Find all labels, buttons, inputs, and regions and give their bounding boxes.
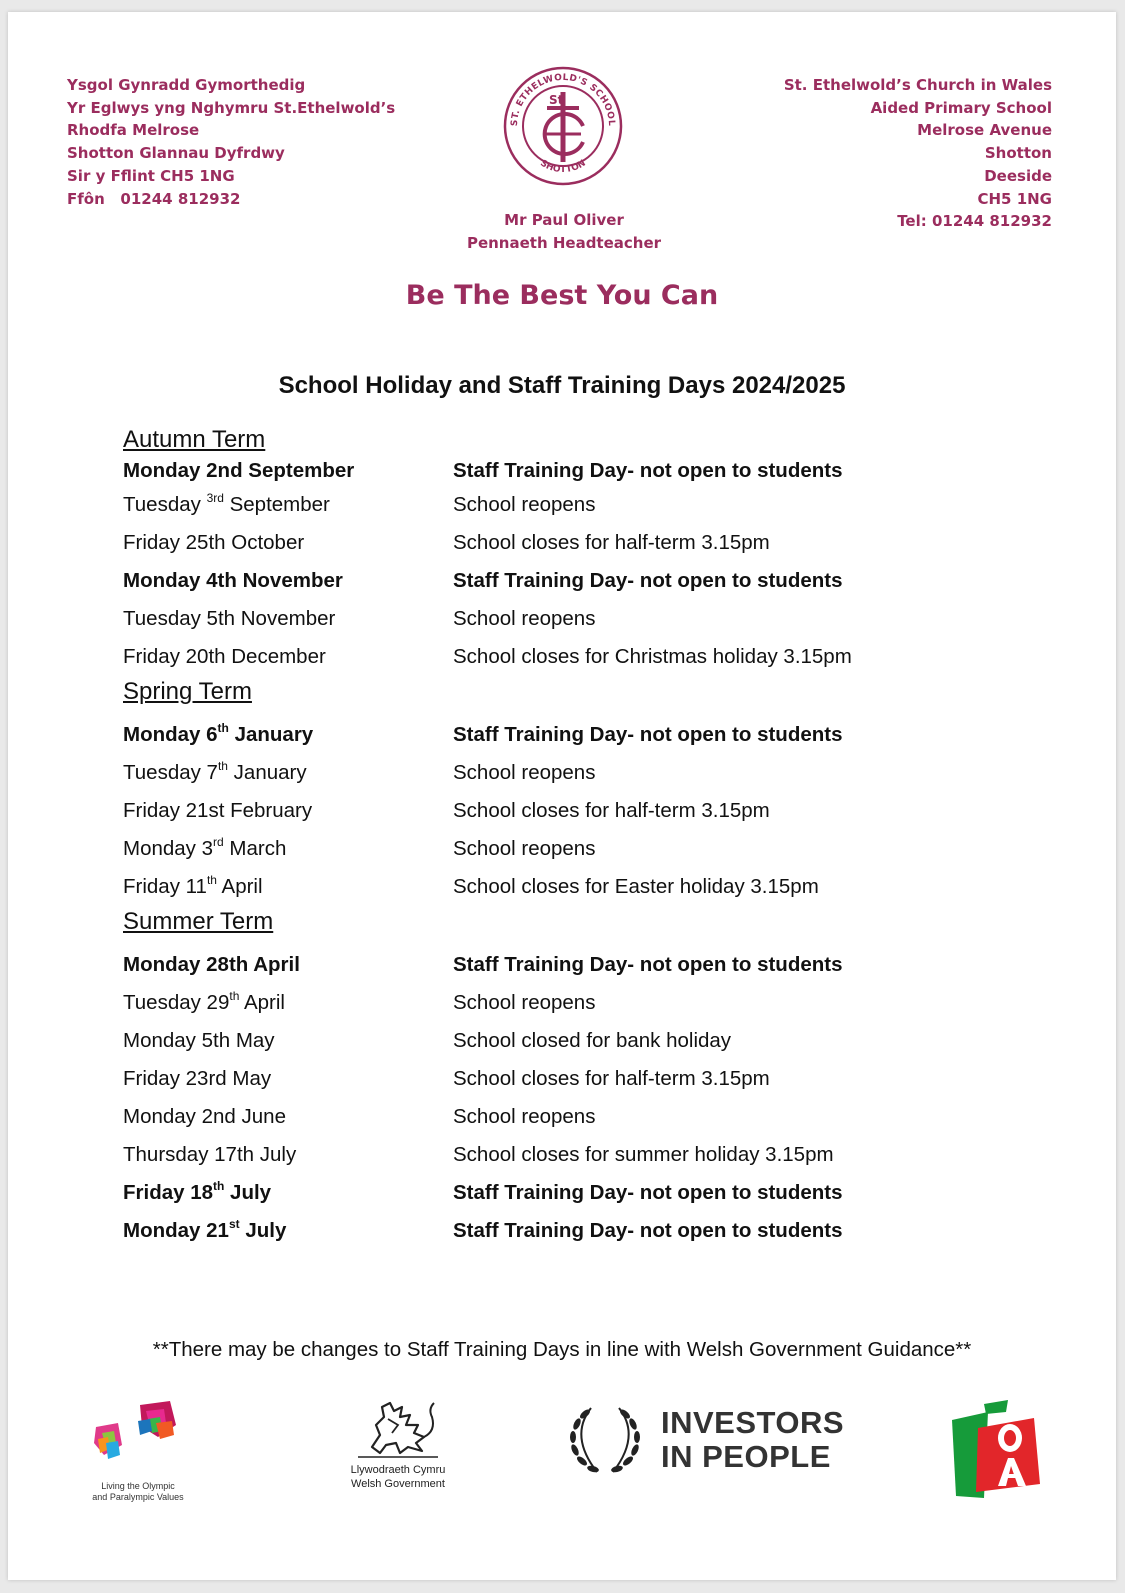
row-event: School closed for bank holiday xyxy=(453,1029,732,1052)
english-address-line: Shotton xyxy=(984,144,1052,163)
row-date: Friday 18th July xyxy=(123,1179,272,1204)
english-address-line: Tel: 01244 812932 xyxy=(897,212,1052,231)
welsh-government-logo xyxy=(328,1395,468,1505)
english-address-line: St. Ethelwold’s Church in Wales xyxy=(783,76,1052,94)
row-event: Staff Training Day- not open to students xyxy=(453,1219,843,1242)
welsh-gov-caption-line: Welsh Government xyxy=(351,1478,445,1490)
schedule-row xyxy=(123,1098,1023,1136)
olympic-values-logo xyxy=(78,1397,198,1507)
row-date: Monday 2nd June xyxy=(123,1105,286,1128)
crest-ring-text: ST. ETHELWOLD'S SCHOOL xyxy=(509,72,617,127)
headteacher-block xyxy=(388,209,740,255)
english-address xyxy=(784,74,1052,233)
olympic-caption-line: Living the Olympic xyxy=(101,1481,175,1491)
row-date: Monday 6th January xyxy=(123,721,314,746)
olympic-caption-line: and Paralympic Values xyxy=(92,1492,184,1502)
row-event: School closes for half-term 3.15pm xyxy=(453,1067,770,1090)
schedule-row xyxy=(123,868,1023,906)
row-event: School reopens xyxy=(453,493,596,516)
schedule-row xyxy=(123,524,1023,562)
quality-award-logo xyxy=(948,1400,1043,1500)
row-event: Staff Training Day- not open to students xyxy=(453,569,843,592)
summer-term-heading: Summer Term xyxy=(123,908,274,935)
row-event: School reopens xyxy=(453,1105,596,1128)
schedule-row xyxy=(123,456,1023,486)
english-address-line: Deeside xyxy=(984,166,1052,185)
welsh-address-line: Sir y Fflint CH5 1NG xyxy=(67,166,235,185)
row-date: Tuesday $^{3rd}$ September xyxy=(123,491,330,516)
row-date: Tuesday 7th January xyxy=(123,759,307,784)
row-event: Staff Training Day- not open to students xyxy=(453,459,843,482)
row-event: School closes for summer holiday 3.15pm xyxy=(453,1143,834,1166)
row-date: Friday 21st February xyxy=(123,799,313,822)
investors-in-people-logo xyxy=(563,1400,843,1480)
row-date: Monday 28th April xyxy=(123,953,300,976)
schedule-row xyxy=(123,1022,1023,1060)
guidance-note: **There may be changes to Staff Training Days in line with Welsh Government Guidance** xyxy=(152,1338,972,1361)
welsh-address-line: Yr Eglwys yng Nghymru St.Ethelwold’s xyxy=(67,98,396,117)
schedule-row xyxy=(123,946,1023,984)
crest-letters: St xyxy=(549,93,564,107)
welsh-address-line: Shotton Glannau Dyfrdwy xyxy=(67,144,285,163)
schedule-row xyxy=(123,830,1023,868)
row-event: School reopens xyxy=(453,991,596,1014)
schedule-row xyxy=(123,638,1023,676)
row-event: School reopens xyxy=(453,761,596,784)
row-date: Monday 3rd March xyxy=(123,835,287,860)
schedule-row xyxy=(123,984,1023,1022)
schedule-row xyxy=(123,486,1023,524)
schedule-row xyxy=(123,562,1023,600)
english-address-line: CH5 1NG xyxy=(977,189,1052,208)
row-event: School reopens xyxy=(453,837,596,860)
laurel-wreath-icon xyxy=(563,1400,653,1480)
row-date: Monday 2nd September xyxy=(123,459,355,482)
row-event: School closes for Christmas holiday 3.15pm xyxy=(453,645,852,668)
schedule-row xyxy=(123,1060,1023,1098)
crest-ring-text-bottom: SHOTTON xyxy=(538,158,588,176)
schedule-row xyxy=(123,1212,1023,1250)
schedule-row xyxy=(123,716,1023,754)
iip-text-line: IN PEOPLE xyxy=(661,1439,831,1474)
iip-text-line: INVESTORS xyxy=(661,1405,845,1440)
autumn-term-heading: Autumn Term xyxy=(123,426,266,453)
row-event: Staff Training Day- not open to students xyxy=(453,953,843,976)
school-crest-logo xyxy=(501,64,625,188)
row-date: Friday 11th April xyxy=(123,873,263,898)
english-address-line: Melrose Avenue xyxy=(917,121,1052,140)
row-date: Monday 21st July xyxy=(123,1217,287,1242)
row-event: School closes for half-term 3.15pm xyxy=(453,531,770,554)
row-date: Tuesday 5th November xyxy=(123,607,336,630)
spring-term-heading: Spring Term xyxy=(123,678,252,705)
schedule-row xyxy=(123,600,1023,638)
row-date: Tuesday 29th April xyxy=(123,989,285,1014)
headteacher-role: Pennaeth Headteacher xyxy=(466,234,662,252)
schedule-row xyxy=(123,792,1023,830)
row-date: Friday 23rd May xyxy=(123,1067,272,1090)
welsh-address-line: Ffôn 01244 812932 xyxy=(67,189,241,208)
welsh-address-line: Ysgol Gynradd Gymorthedig xyxy=(67,76,306,94)
row-event: School reopens xyxy=(453,607,596,630)
school-motto: Be The Best You Can xyxy=(405,280,719,311)
row-date: Friday 20th December xyxy=(123,645,326,668)
welsh-address-line: Rhodfa Melrose xyxy=(67,121,200,140)
schedule-row xyxy=(123,754,1023,792)
row-event: Staff Training Day- not open to students xyxy=(453,1181,843,1204)
row-event: School closes for half-term 3.15pm xyxy=(453,799,770,822)
welsh-gov-caption-line: Llywodraeth Cymru xyxy=(350,1464,446,1476)
qa-mark-icon xyxy=(948,1400,1043,1500)
document-title: School Holiday and Staff Training Days 2024/2025 xyxy=(278,372,846,399)
english-address-line: Aided Primary School xyxy=(870,98,1052,117)
letterhead-page xyxy=(8,12,1116,1580)
schedule-row xyxy=(123,1136,1023,1174)
row-date: Thursday 17th July xyxy=(123,1143,297,1166)
welsh-address xyxy=(67,74,395,210)
term-dates-schedule xyxy=(123,424,1023,1250)
row-event: School closes for Easter holiday 3.15pm xyxy=(453,875,819,898)
headteacher-name: Mr Paul Oliver xyxy=(504,211,624,229)
row-date: Monday 4th November xyxy=(123,569,343,592)
row-date: Monday 5th May xyxy=(123,1029,275,1052)
row-event: Staff Training Day- not open to students xyxy=(453,723,843,746)
qa-letters: QA xyxy=(952,1410,954,1411)
welsh-dragon-icon xyxy=(328,1395,468,1461)
schedule-row xyxy=(123,1174,1023,1212)
row-date: Friday 25th October xyxy=(123,531,305,554)
olympic-emblem-icon xyxy=(78,1397,198,1479)
